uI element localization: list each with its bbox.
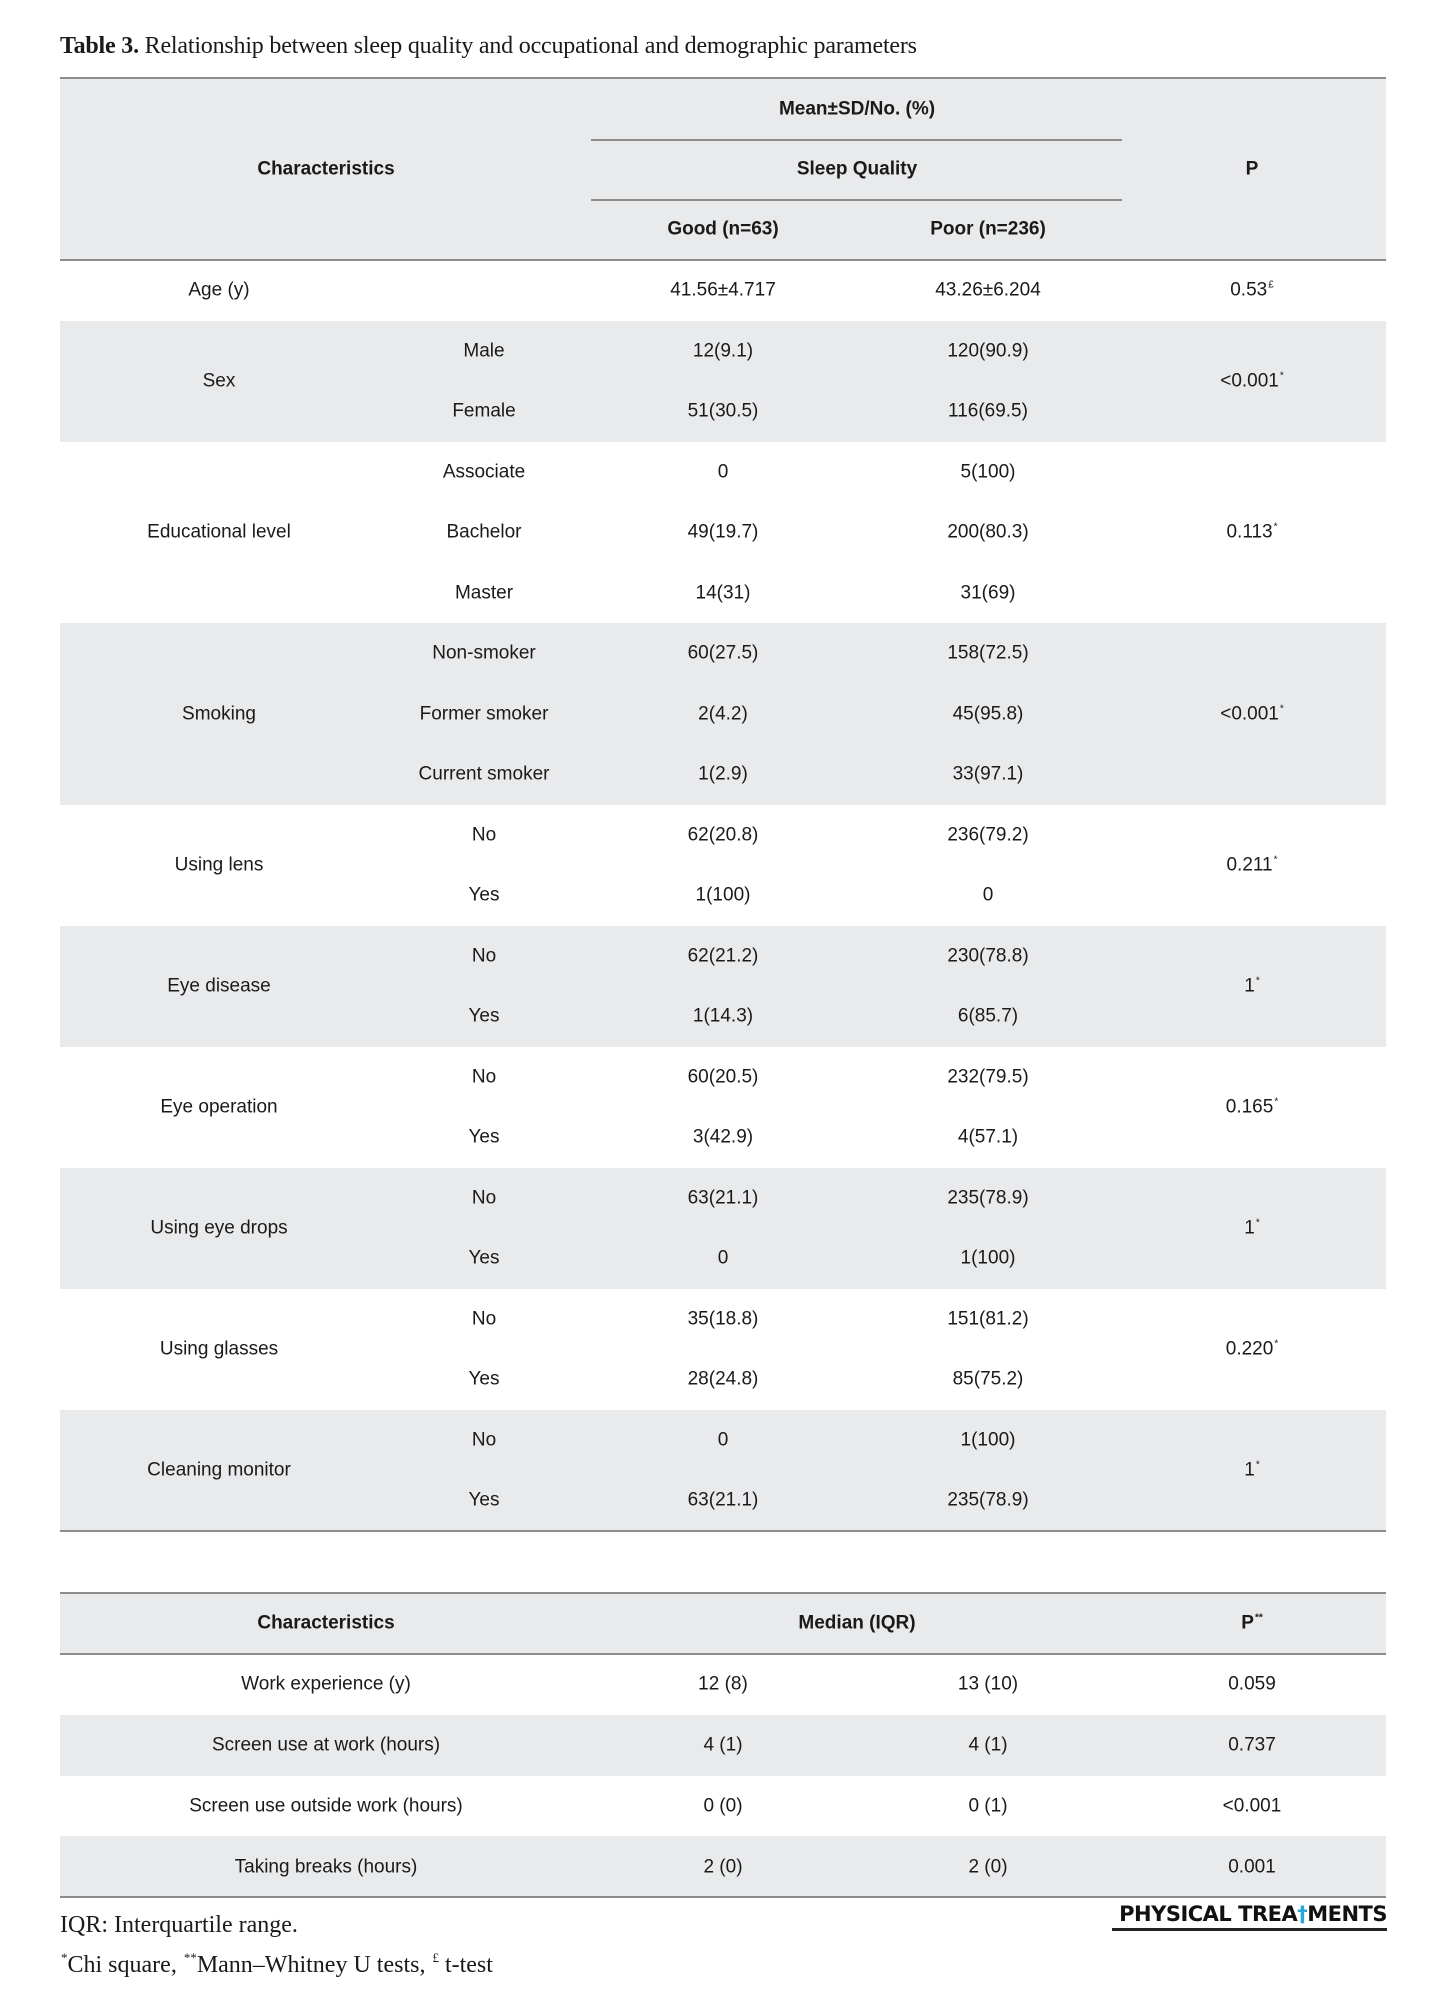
- p-value: [1230, 281, 1274, 300]
- good-sleep-value: 1(100): [695, 884, 751, 906]
- p-value-text: <0.001: [1220, 703, 1279, 725]
- human-figure-icon: †: [1297, 1902, 1308, 1926]
- poor-sleep-value: 1(100): [960, 1247, 1016, 1269]
- poor-sleep-value: 236(79.2): [947, 824, 1029, 846]
- characteristic-label: Cleaning monitor: [147, 1459, 291, 1481]
- p-test-mark: *: [1279, 703, 1284, 715]
- p-test-mark: £: [1268, 279, 1274, 291]
- sub-category: No: [471, 945, 497, 967]
- median-iqr-table: [60, 1592, 1386, 1898]
- good-sleep-value: 63(21.1): [687, 1187, 759, 1209]
- good-sleep-value: 60(27.5): [687, 642, 759, 664]
- chi-text: Chi square,: [67, 1952, 183, 1978]
- p-test-mark: *: [1274, 1096, 1279, 1108]
- p-value-text: 0.165: [1225, 1096, 1274, 1118]
- p-value-text: 0.211: [1226, 854, 1273, 876]
- bottom-rule: [60, 1530, 1386, 1532]
- good-median: 4 (1): [703, 1734, 743, 1756]
- characteristic-label: Using glasses: [159, 1338, 279, 1360]
- good-sleep-value: 62(21.2): [687, 945, 759, 967]
- p-value: [1244, 1461, 1259, 1480]
- row-band: [60, 321, 1386, 442]
- characteristic-label: Sex: [202, 370, 236, 392]
- p-value: 0.001: [1228, 1856, 1276, 1878]
- p-value: [1226, 1098, 1278, 1117]
- p-test-mark: *: [1255, 1459, 1260, 1471]
- header-bottom-rule: [60, 1653, 1386, 1655]
- top-rule: [60, 77, 1386, 79]
- p-value-text: 1: [1244, 975, 1255, 997]
- p-test-mark: *: [1255, 1217, 1260, 1229]
- sub-category: Bachelor: [446, 521, 522, 543]
- footnotes: [60, 1905, 493, 1985]
- good-sleep-value: 0: [717, 1429, 729, 1451]
- p-value: [1226, 523, 1277, 542]
- logo-text-1: PHYSICAL TREA: [1119, 1902, 1298, 1926]
- characteristic-label: Taking breaks (hours): [234, 1856, 418, 1878]
- characteristic-label: Smoking: [182, 703, 256, 725]
- header-p: [1241, 1614, 1262, 1633]
- poor-sleep-value: 6(85.7): [957, 1005, 1019, 1027]
- p-value-text: 1: [1244, 1459, 1255, 1481]
- poor-sleep-value: 158(72.5): [947, 642, 1029, 664]
- p-test-mark: *: [1255, 975, 1260, 987]
- characteristic-label: Screen use at work (hours): [211, 1734, 441, 1756]
- p-value-text: 1: [1244, 1217, 1255, 1239]
- chi-mark: *: [61, 1950, 68, 1965]
- good-sleep-value: 35(18.8): [687, 1308, 759, 1330]
- sub-category: Yes: [468, 1368, 500, 1390]
- sub-category: Yes: [468, 1126, 500, 1148]
- sub-category: No: [471, 824, 497, 846]
- p-value: <0.001: [1222, 1795, 1282, 1817]
- good-sleep-value: 12(9.1): [692, 340, 754, 362]
- good-sleep-value: 1(14.3): [692, 1005, 754, 1027]
- good-sleep-value: 63(21.1): [687, 1489, 759, 1511]
- poor-sleep-value: 1(100): [960, 1429, 1016, 1451]
- characteristic-label: Age (y): [188, 279, 250, 301]
- sub-category: Associate: [442, 461, 526, 483]
- poor-median: 2 (0): [968, 1856, 1008, 1878]
- poor-sleep-value: 0: [982, 884, 994, 906]
- poor-median: 4 (1): [968, 1734, 1008, 1756]
- mw-mark: **: [183, 1950, 197, 1965]
- p-value: 0.059: [1228, 1673, 1276, 1695]
- poor-sleep-value: 235(78.9): [947, 1187, 1029, 1209]
- sub-category: Non-smoker: [432, 642, 536, 664]
- poor-sleep-value: 85(75.2): [952, 1368, 1024, 1390]
- header-group: Mean±SD/No. (%): [778, 98, 936, 120]
- poor-sleep-value: 116(69.5): [948, 400, 1028, 422]
- poor-sleep-value: 5(100): [960, 461, 1016, 483]
- characteristic-label: Eye operation: [160, 1096, 278, 1118]
- good-sleep-value: 41.56±4.717: [670, 279, 776, 301]
- p-value: [1226, 1340, 1278, 1359]
- poor-median: 13 (10): [957, 1673, 1019, 1695]
- sub-category: Yes: [468, 884, 500, 906]
- sub-category: No: [471, 1187, 497, 1209]
- p-test-mark: *: [1279, 370, 1284, 382]
- good-sleep-value: 1(2.9): [698, 763, 748, 785]
- good-sleep-value: 0: [717, 461, 729, 483]
- ttest-mark: £: [432, 1950, 439, 1965]
- p-test-mark: *: [1273, 854, 1278, 866]
- sleep-quality-table: [60, 77, 1386, 1533]
- p-value-text: 0.113: [1226, 521, 1273, 543]
- good-median: 2 (0): [703, 1856, 743, 1878]
- sub-category: Yes: [468, 1489, 500, 1511]
- header-characteristics: Characteristics: [257, 1612, 395, 1634]
- sub-category: Yes: [468, 1247, 500, 1269]
- sub-category: Current smoker: [418, 763, 550, 785]
- p-value: [1244, 1219, 1259, 1238]
- characteristic-label: Work experience (y): [241, 1673, 411, 1695]
- p-value: 0.737: [1228, 1734, 1276, 1756]
- poor-sleep-value: 232(79.5): [947, 1066, 1029, 1088]
- header-p-text: P: [1241, 1612, 1254, 1634]
- poor-sleep-value: 43.26±6.204: [935, 279, 1041, 301]
- good-sleep-value: 62(20.8): [687, 824, 759, 846]
- sub-category: Male: [463, 340, 505, 362]
- poor-median: 0 (1): [968, 1795, 1008, 1817]
- p-value-text: <0.001: [1220, 370, 1279, 392]
- sub-category: No: [471, 1429, 497, 1451]
- ttest-text: t-test: [438, 1952, 493, 1978]
- good-sleep-value: 51(30.5): [687, 400, 759, 422]
- table-title: Relationship between sleep quality and occupational and demographic parameters: [138, 33, 917, 59]
- footnote-iqr: IQR: Interquartile range.: [60, 1912, 298, 1938]
- poor-sleep-value: 4(57.1): [957, 1126, 1019, 1148]
- table-caption: [60, 33, 917, 60]
- header-p: P: [1245, 158, 1259, 180]
- header-p-mark: **: [1254, 1612, 1263, 1624]
- sub-category: No: [471, 1308, 497, 1330]
- bottom-rule: [60, 1896, 1386, 1898]
- poor-sleep-value: 120(90.9): [947, 340, 1029, 362]
- sub-category: No: [471, 1066, 497, 1088]
- sub-category: Female: [452, 400, 516, 422]
- p-value-text: 0.53: [1230, 279, 1268, 301]
- good-median: 12 (8): [698, 1673, 748, 1695]
- p-value: [1220, 372, 1284, 391]
- poor-sleep-value: 151(81.2): [947, 1308, 1029, 1330]
- poor-sleep-value: 230(78.8): [947, 945, 1029, 967]
- header-subgroup: Sleep Quality: [796, 158, 918, 180]
- poor-sleep-value: 33(97.1): [952, 763, 1024, 785]
- table-number: Table 3.: [60, 33, 139, 59]
- good-sleep-value: 60(20.5): [687, 1066, 759, 1088]
- poor-sleep-value: 235(78.9): [947, 1489, 1029, 1511]
- group-underline: [591, 139, 1122, 141]
- p-value-text: 0.220: [1225, 1338, 1274, 1360]
- header-poor: Poor (n=236): [930, 218, 1046, 240]
- header-median-iqr: Median (IQR): [798, 1612, 916, 1634]
- characteristic-label: Educational level: [147, 521, 291, 543]
- good-sleep-value: 0: [717, 1247, 729, 1269]
- p-test-mark: *: [1273, 521, 1278, 533]
- p-test-mark: *: [1274, 1338, 1279, 1350]
- good-sleep-value: 3(42.9): [692, 1126, 754, 1148]
- good-median: 0 (0): [703, 1795, 743, 1817]
- logo-text-2: MENTS: [1307, 1902, 1387, 1926]
- top-rule: [60, 1592, 1386, 1594]
- p-value: [1244, 977, 1259, 996]
- sub-category: Master: [454, 582, 514, 604]
- poor-sleep-value: 200(80.3): [947, 521, 1029, 543]
- good-sleep-value: 28(24.8): [687, 1368, 759, 1390]
- physical-treatments-logo: [1112, 1902, 1387, 1931]
- poor-sleep-value: 45(95.8): [952, 703, 1024, 725]
- poor-sleep-value: 31(69): [960, 582, 1016, 604]
- sub-category: Yes: [468, 1005, 500, 1027]
- p-value: [1220, 704, 1284, 723]
- subgroup-underline: [591, 199, 1122, 201]
- header-characteristics: Characteristics: [257, 158, 395, 180]
- header-good: Good (n=63): [667, 218, 779, 240]
- characteristic-label: Eye disease: [167, 975, 271, 997]
- footnote-tests: [60, 1945, 493, 1985]
- characteristic-label: Screen use outside work (hours): [189, 1795, 463, 1817]
- header-bottom-rule: [60, 259, 1386, 261]
- mw-text: Mann–Whitney U tests,: [196, 1952, 432, 1978]
- p-value: [1226, 856, 1277, 875]
- characteristic-label: Using lens: [174, 854, 264, 876]
- sub-category: Former smoker: [419, 703, 549, 725]
- good-sleep-value: 14(31): [695, 582, 751, 604]
- characteristic-label: Using eye drops: [150, 1217, 288, 1239]
- good-sleep-value: 49(19.7): [687, 521, 759, 543]
- good-sleep-value: 2(4.2): [698, 703, 748, 725]
